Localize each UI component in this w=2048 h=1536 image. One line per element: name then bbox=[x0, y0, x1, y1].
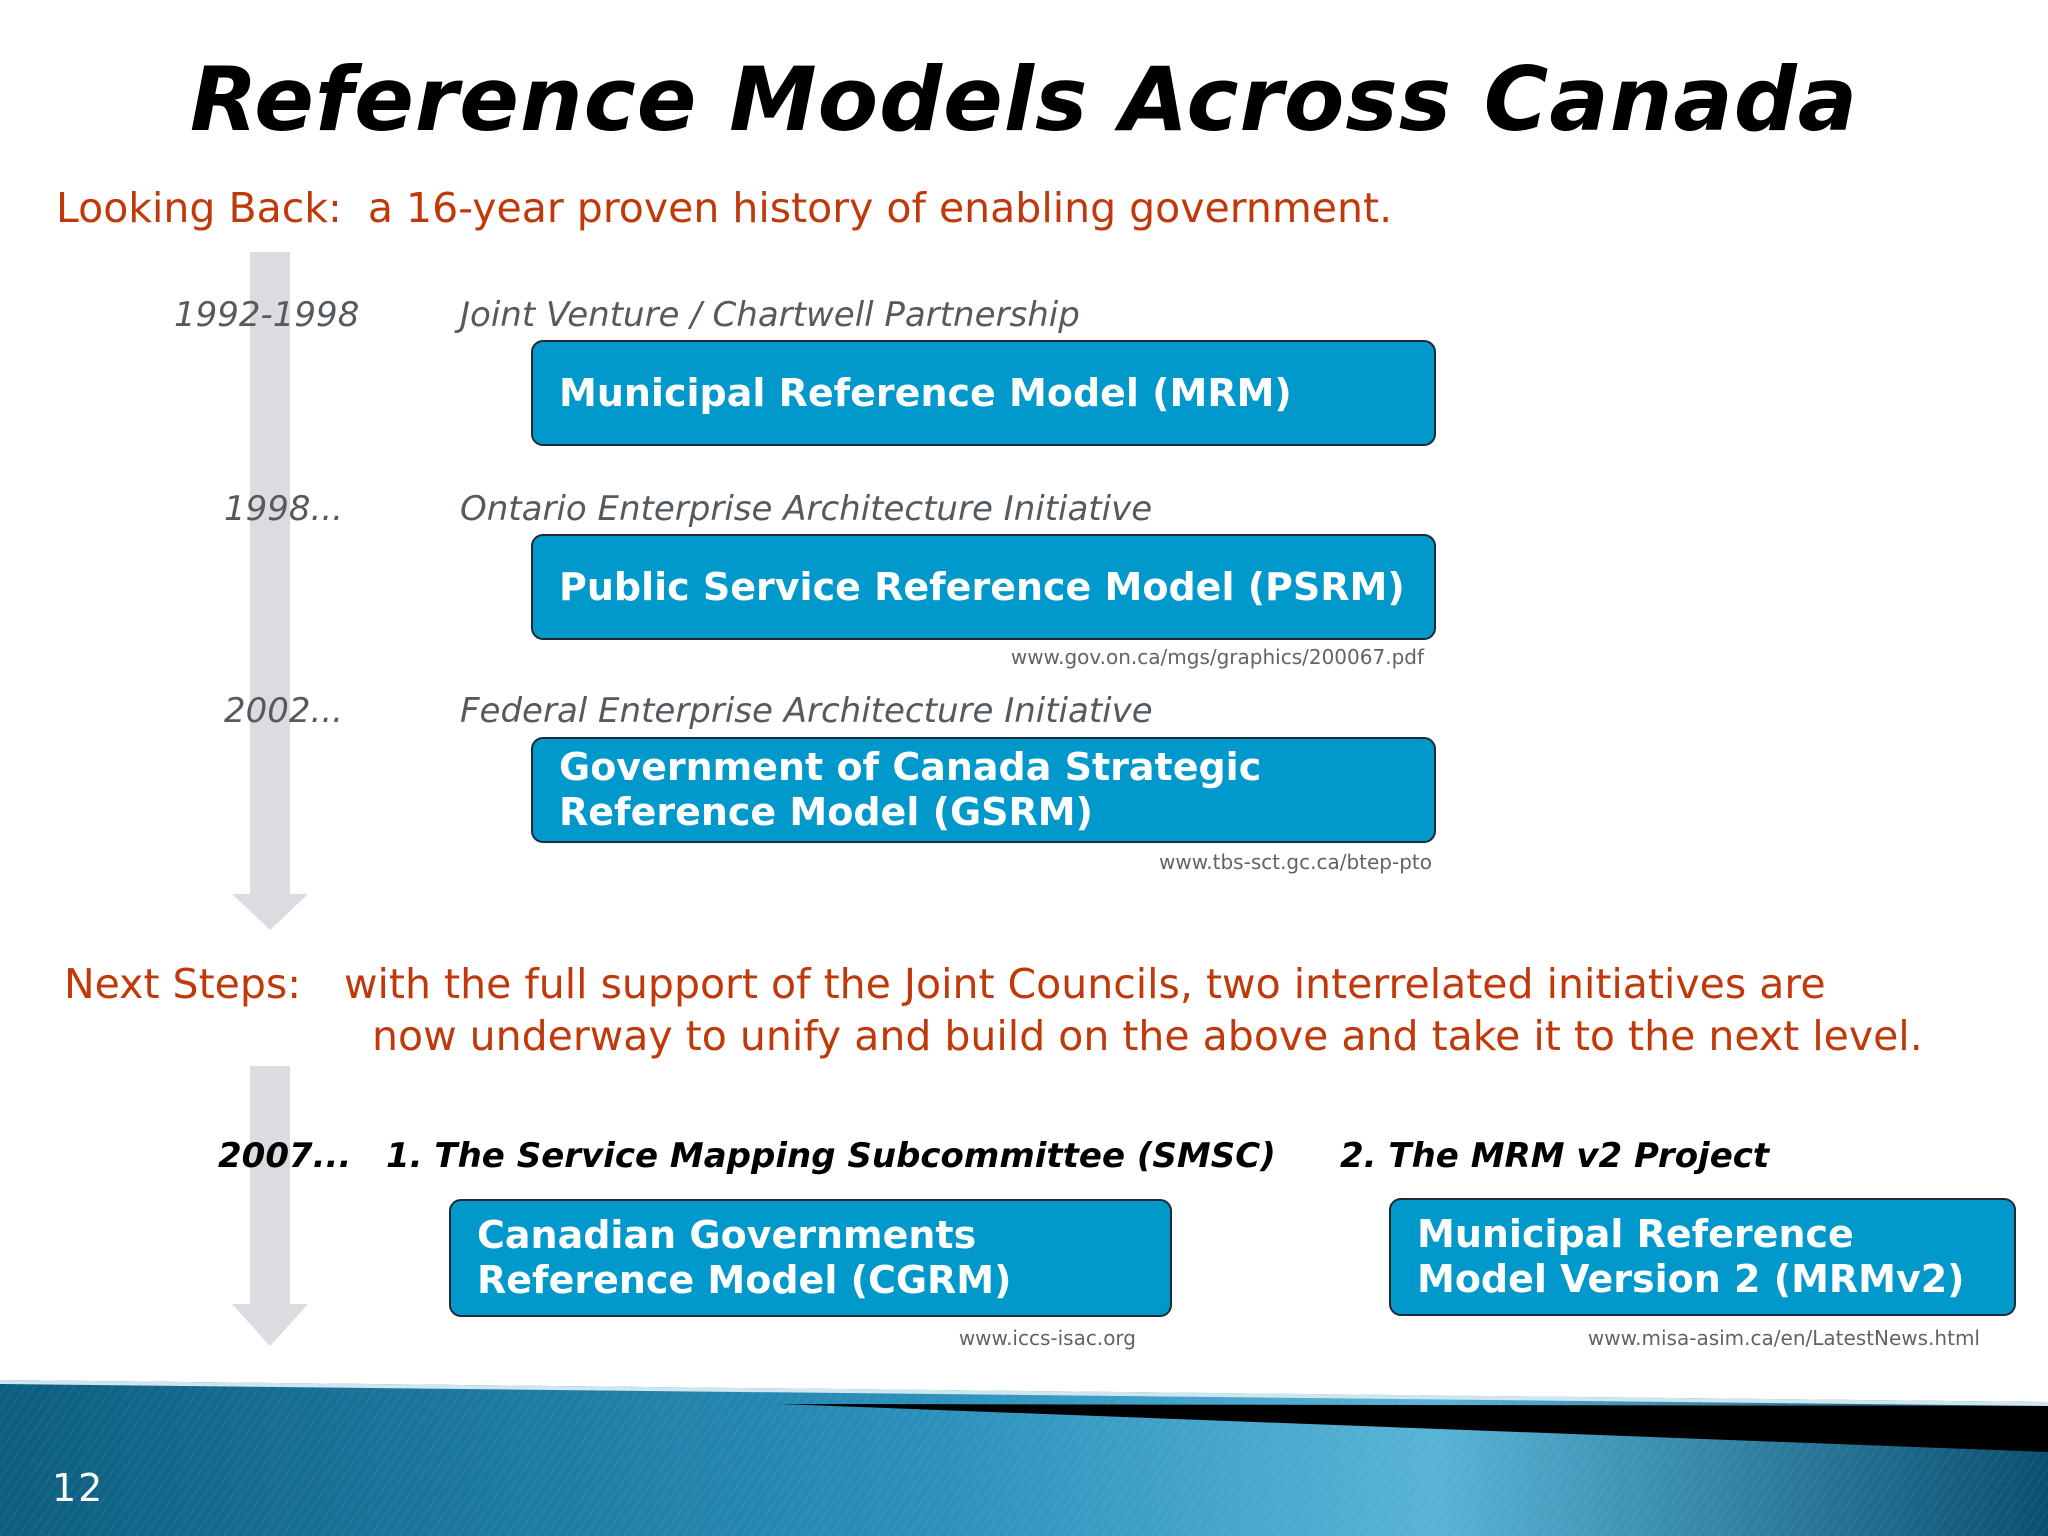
future-period: 2007... bbox=[218, 1136, 352, 1176]
next-steps-line-1: with the full support of the Joint Councils, two interrelated initiatives are bbox=[344, 960, 1826, 1008]
model-box-line-1: Municipal Reference bbox=[1417, 1212, 1854, 1256]
model-box-label: Public Service Reference Model (PSRM) bbox=[559, 564, 1405, 609]
model-box-gsrm bbox=[531, 737, 1436, 843]
timeline-initiative-3: Federal Enterprise Architecture Initiative bbox=[460, 691, 1153, 731]
source-url-cgrm: www.iccs-isac.org bbox=[958, 1326, 1136, 1350]
model-box-label: Municipal Reference Model (MRM) bbox=[559, 370, 1292, 415]
timeline-period-1: 1992-1998 bbox=[174, 295, 360, 335]
timeline-initiative-1: Joint Venture / Chartwell Partnership bbox=[460, 295, 1080, 335]
next-steps-line-2: now underway to unify and build on the above and take it to the next level. bbox=[372, 1012, 1923, 1060]
model-box-line-1: Government of Canada Strategic bbox=[559, 745, 1262, 789]
source-url-mrmv2: www.misa-asim.ca/en/LatestNews.html bbox=[1587, 1326, 1980, 1350]
model-box-mrm bbox=[531, 340, 1436, 446]
model-box-line-2: Reference Model (CGRM) bbox=[477, 1258, 1012, 1302]
future-initiative-2-heading: 2. The MRM v2 Project bbox=[1340, 1136, 1770, 1176]
model-box-mrmv2 bbox=[1389, 1198, 2016, 1316]
timeline-arrow-top-icon bbox=[232, 252, 308, 930]
model-box-line-2: Model Version 2 (MRMv2) bbox=[1417, 1257, 1965, 1301]
model-box-cgrm bbox=[449, 1199, 1172, 1317]
timeline-initiative-2: Ontario Enterprise Architecture Initiative bbox=[460, 489, 1153, 529]
model-box-line-2: Reference Model (GSRM) bbox=[559, 790, 1093, 834]
model-box-psrm bbox=[531, 534, 1436, 640]
timeline-period-3: 2002... bbox=[224, 691, 343, 731]
timeline-period-2: 1998... bbox=[224, 489, 343, 529]
looking-back-heading: Looking Back: a 16-year proven history of enabling government. bbox=[56, 184, 1393, 232]
source-url-psrm: www.gov.on.ca/mgs/graphics/200067.pdf bbox=[1010, 645, 1424, 669]
footer-band bbox=[0, 1380, 2048, 1536]
future-initiative-1-heading: 1. The Service Mapping Subcommittee (SMSC) bbox=[386, 1136, 1276, 1176]
slide-title: Reference Models Across Canada bbox=[189, 48, 1859, 151]
source-url-gsrm: www.tbs-sct.gc.ca/btep-pto bbox=[1159, 850, 1432, 874]
next-steps-label: Next Steps: bbox=[64, 960, 302, 1008]
model-box-line-1: Canadian Governments bbox=[477, 1213, 977, 1257]
timeline-arrow-bottom-icon bbox=[232, 1066, 308, 1346]
page-number: 12 bbox=[52, 1466, 105, 1510]
